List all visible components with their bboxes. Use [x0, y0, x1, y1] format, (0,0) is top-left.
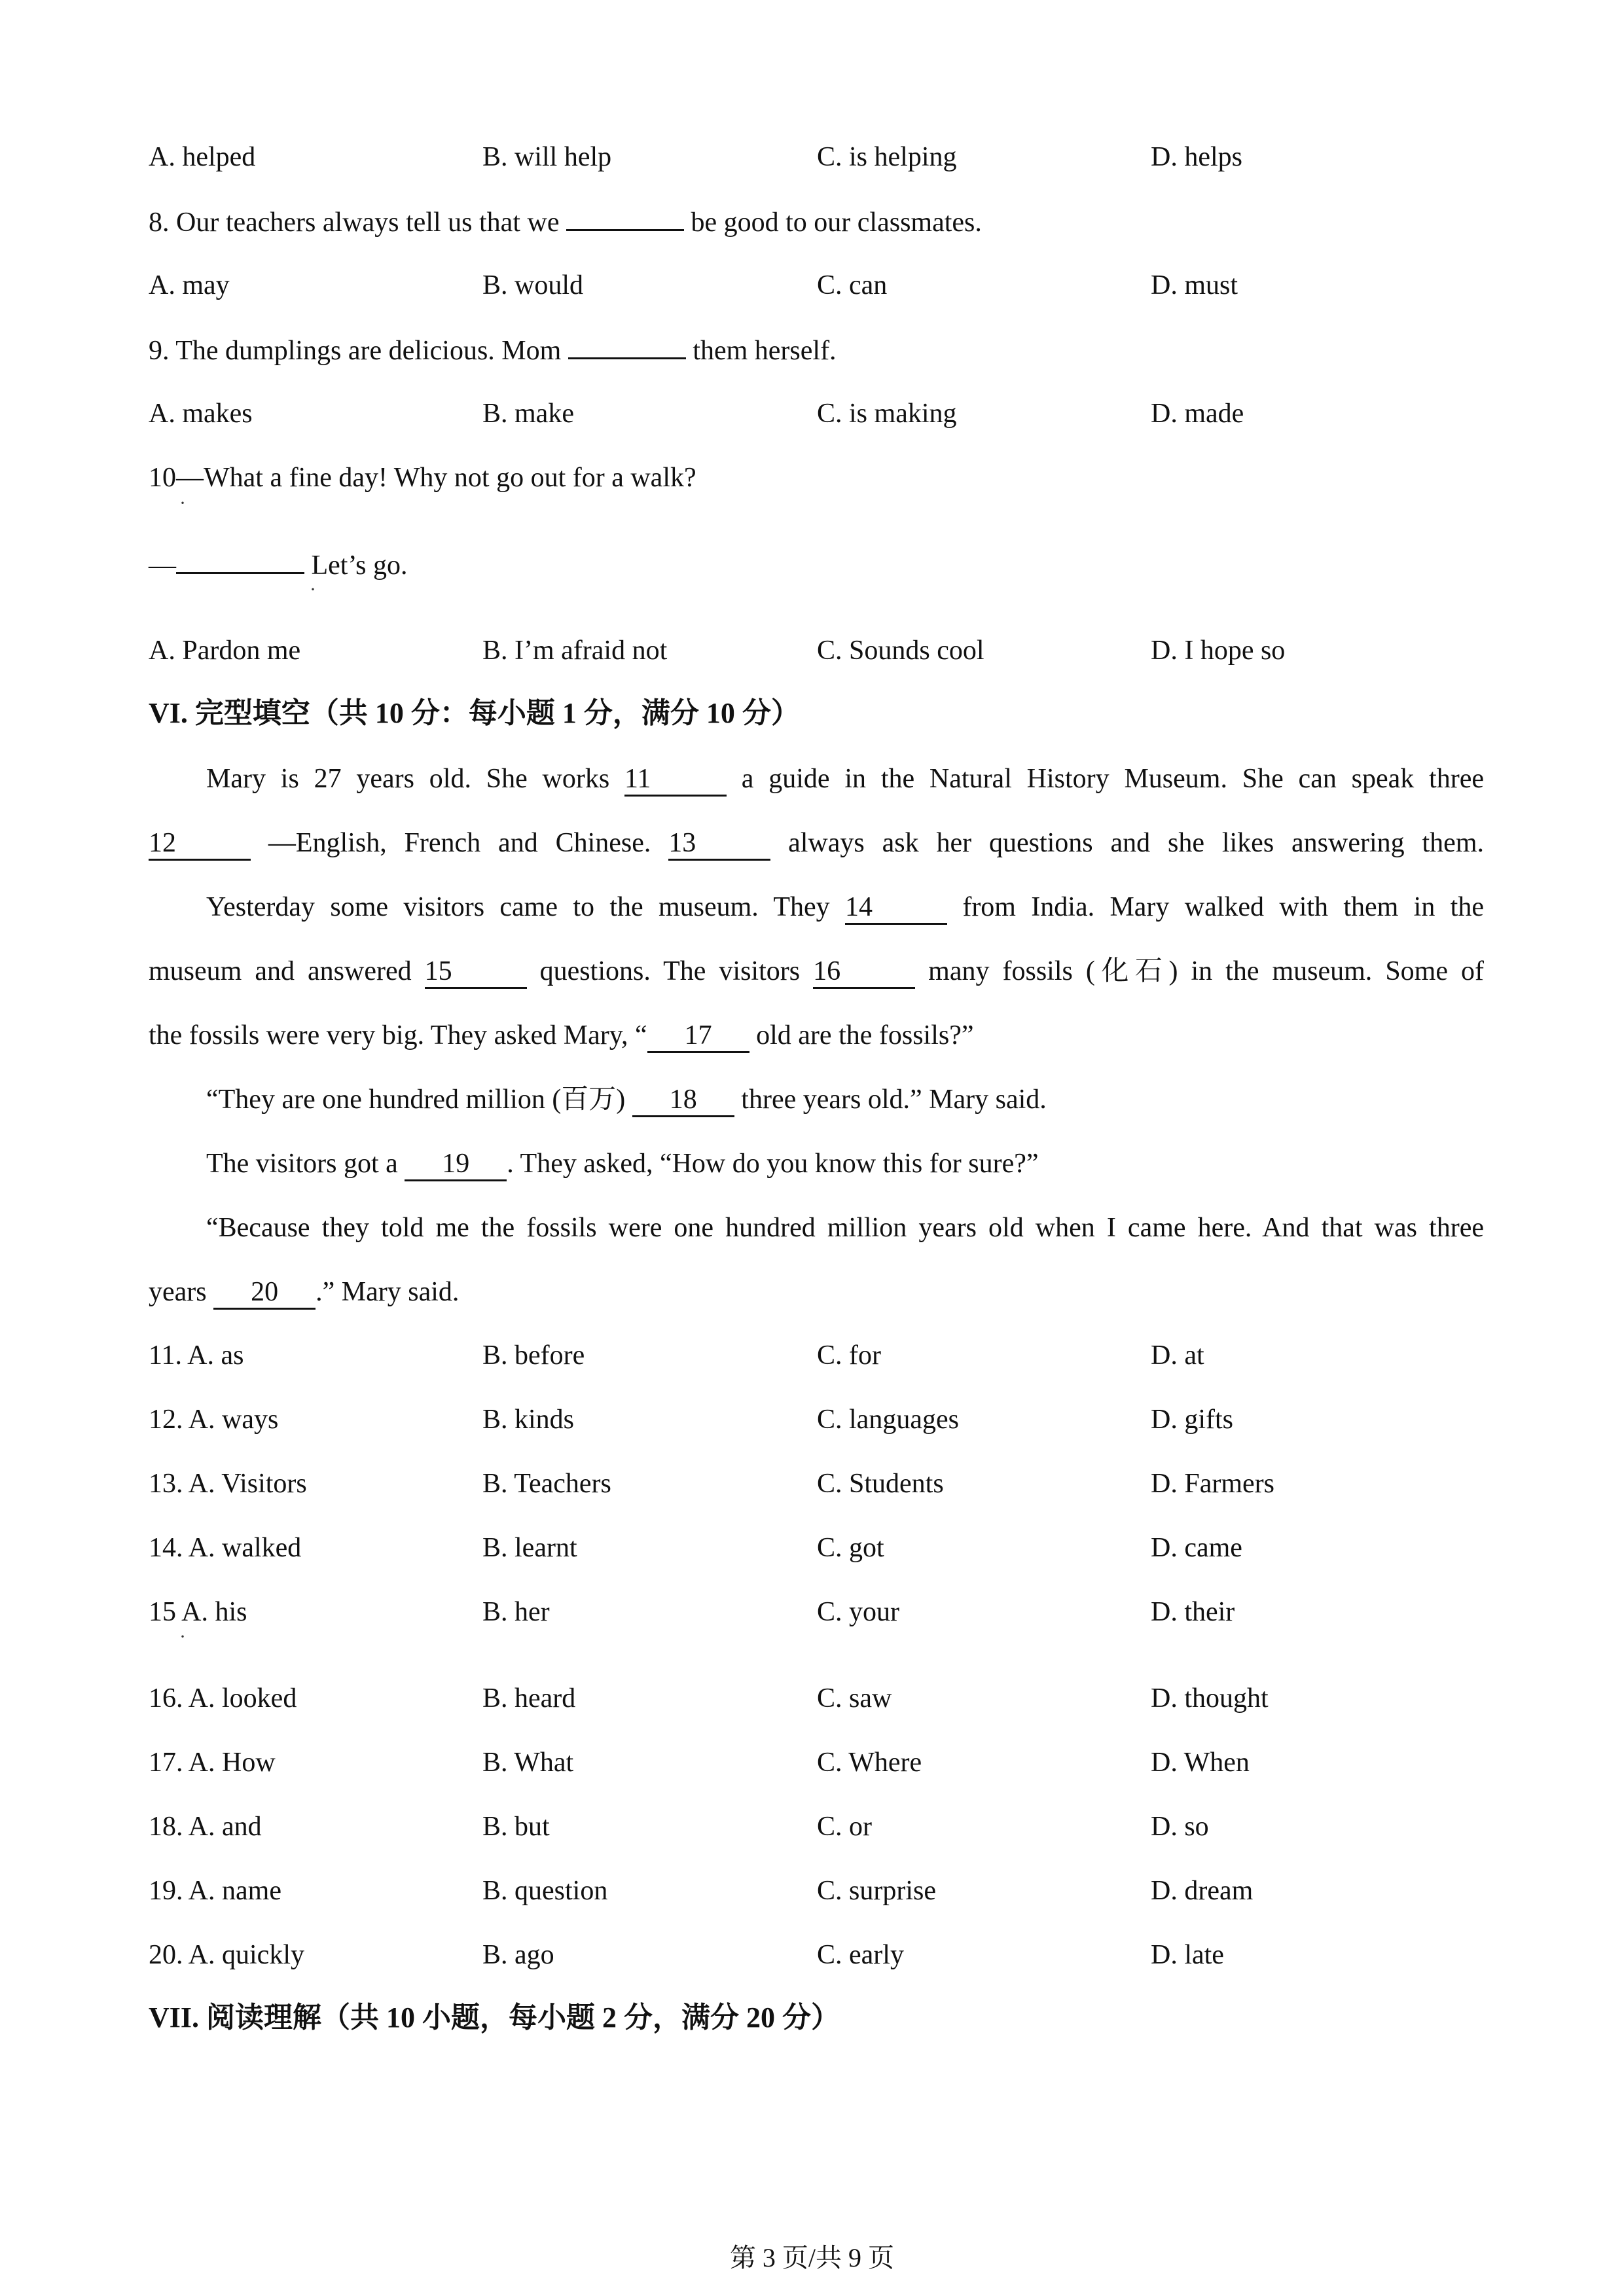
cloze-text: a guide in the Natural History Museum. She can speak three [727, 764, 1484, 794]
cloze-line-8-text: “Because they told me the fossils were one hundred million years old when I came here. And that was three [206, 1213, 1484, 1243]
q9-option-a[interactable]: A. makes [149, 399, 253, 429]
q15-option-c[interactable]: C. your [817, 1597, 899, 1627]
q9-option-d[interactable]: D. made [1151, 399, 1244, 429]
q19-option-a[interactable]: 19. A. name [149, 1876, 281, 1906]
q10-number: 10 [149, 463, 176, 493]
cloze-text: years [149, 1277, 214, 1307]
q9-text-before: 9. The dumplings are delicious. Mom [149, 336, 568, 366]
cloze-line-3-text [206, 889, 1484, 925]
q8-text-before: 8. Our teachers always tell us that we [149, 207, 566, 238]
q10-question [149, 459, 696, 496]
cloze-line-8 [149, 1210, 1484, 1246]
q18-option-a[interactable]: 18. A. and [149, 1812, 262, 1842]
cloze-text: The visitors got a [206, 1149, 405, 1179]
q10-option-c[interactable]: C. Sounds cool [817, 636, 984, 666]
q10-answer [149, 546, 407, 584]
cloze-blank-15[interactable]: 15 [425, 956, 527, 989]
cloze-line-2 [149, 825, 1484, 861]
cloze-line-1 [149, 761, 1484, 797]
q18-option-c[interactable]: C. or [817, 1812, 872, 1842]
q9-blank[interactable] [568, 331, 686, 359]
q7-option-a[interactable]: A. helped [149, 142, 256, 172]
section-7-heading: VII. 阅读理解（共 10 小题，每小题 2 分，满分 20 分） [149, 2001, 840, 2034]
cloze-text: “They are one hundred million (百万) [206, 1085, 632, 1115]
cloze-blank-11[interactable]: 11 [624, 763, 727, 797]
cloze-line-4 [149, 953, 1484, 990]
q7-option-c[interactable]: C. is helping [817, 142, 957, 172]
cloze-text: always ask her questions and she likes answering them. [770, 828, 1484, 858]
q13-option-b[interactable]: B. Teachers [482, 1469, 611, 1499]
cloze-text: many fossils (化石) in the museum. Some of [915, 956, 1485, 986]
cloze-blank-20[interactable]: 20 [213, 1276, 316, 1310]
q15-option-b[interactable]: B. her [482, 1597, 550, 1627]
q14-option-a[interactable]: 14. A. walked [149, 1533, 302, 1563]
q16-option-a[interactable]: 16. A. looked [149, 1683, 297, 1713]
q8-text-after: be good to our classmates. [683, 207, 982, 238]
q10-dot-mark: · [179, 492, 186, 514]
q16-option-b[interactable]: B. heard [482, 1683, 576, 1713]
cloze-text: museum and answered [149, 956, 425, 986]
q15-option-d[interactable]: D. their [1151, 1597, 1235, 1627]
cloze-blank-14[interactable]: 14 [845, 891, 947, 925]
q17-option-a[interactable]: 17. A. How [149, 1748, 276, 1778]
q10-answer-dot-mark: · [310, 579, 316, 600]
q8-option-d[interactable]: D. must [1151, 270, 1238, 300]
q16-option-c[interactable]: C. saw [817, 1683, 892, 1713]
q11-option-c[interactable]: C. for [817, 1340, 881, 1371]
q16-option-d[interactable]: D. thought [1151, 1683, 1269, 1713]
page-number-footer: 第 3 页/共 9 页 [729, 2243, 895, 2272]
q9-option-c[interactable]: C. is making [817, 399, 957, 429]
cloze-line-9 [149, 1274, 1484, 1310]
q11-option-d[interactable]: D. at [1151, 1340, 1204, 1371]
cloze-text: from India. Mary walked with them in the [947, 892, 1484, 922]
q12-option-b[interactable]: B. kinds [482, 1405, 575, 1435]
q12-option-a[interactable]: 12. A. ways [149, 1405, 279, 1435]
cloze-text: three years old.” Mary said. [734, 1085, 1047, 1115]
q10-answer-text: Let’s go. [304, 550, 408, 581]
q8-option-b[interactable]: B. would [482, 270, 584, 300]
cloze-text: Mary is 27 years old. She works [206, 764, 625, 794]
cloze-line-4-text [149, 953, 1484, 990]
q9-option-b[interactable]: B. make [482, 399, 574, 429]
q14-option-c[interactable]: C. got [817, 1533, 884, 1563]
cloze-text: Yesterday some visitors came to the museum. They [206, 892, 845, 922]
cloze-blank-19[interactable]: 19 [405, 1148, 507, 1181]
section-6-heading: VI. 完型填空（共 10 分：每小题 1 分，满分 10 分） [149, 697, 800, 729]
q14-option-b[interactable]: B. learnt [482, 1533, 577, 1563]
cloze-text: old are the fossils?” [749, 1020, 974, 1050]
cloze-line-5 [149, 1017, 1484, 1054]
cloze-line-7 [149, 1145, 1484, 1182]
q8-option-a[interactable]: A. may [149, 270, 230, 300]
q17-option-d[interactable]: D. When [1151, 1748, 1250, 1778]
cloze-line-6 [149, 1081, 1484, 1118]
cloze-blank-18[interactable]: 18 [632, 1084, 734, 1117]
q19-option-d[interactable]: D. dream [1151, 1876, 1254, 1906]
cloze-line-1-text [206, 761, 1484, 797]
q8-question [149, 203, 982, 241]
q8-option-c[interactable]: C. can [817, 270, 888, 300]
q13-option-a[interactable]: 13. A. Visitors [149, 1469, 307, 1499]
q9-question [149, 331, 837, 369]
q18-option-d[interactable]: D. so [1151, 1812, 1209, 1842]
q10-option-b[interactable]: B. I’m afraid not [482, 636, 668, 666]
q20-option-c[interactable]: C. early [817, 1940, 904, 1970]
q20-option-b[interactable]: B. ago [482, 1940, 554, 1970]
q10-option-a[interactable]: A. Pardon me [149, 636, 301, 666]
cloze-blank-12[interactable]: 12 [149, 827, 251, 861]
q15-option-a[interactable]: 15 A. his [149, 1597, 247, 1627]
q18-option-b[interactable]: B. but [482, 1812, 550, 1842]
cloze-text: .” Mary said. [316, 1277, 460, 1307]
q19-option-c[interactable]: C. surprise [817, 1876, 936, 1906]
cloze-text: —English, French and Chinese. [251, 828, 669, 858]
q19-option-b[interactable]: B. question [482, 1876, 608, 1906]
cloze-text: the fossils were very big. They asked Mary, “ [149, 1020, 647, 1050]
q20-option-a[interactable]: 20. A. quickly [149, 1940, 304, 1970]
cloze-text: questions. The visitors [526, 956, 814, 986]
q20-option-d[interactable]: D. late [1151, 1940, 1224, 1970]
q7-option-d[interactable]: D. helps [1151, 142, 1242, 172]
q12-option-d[interactable]: D. gifts [1151, 1405, 1233, 1435]
cloze-blank-13[interactable]: 13 [668, 827, 770, 861]
q17-option-c[interactable]: C. Where [817, 1748, 922, 1778]
cloze-line-2-text [149, 825, 1484, 861]
q11-option-b[interactable]: B. before [482, 1340, 585, 1371]
q10-question-text: —What a fine day! Why not go out for a walk? [176, 463, 696, 493]
q11-option-a[interactable]: 11. A. as [149, 1340, 244, 1371]
q13-option-d[interactable]: D. Farmers [1151, 1469, 1274, 1499]
q10-option-d[interactable]: D. I hope so [1151, 636, 1286, 666]
cloze-line-3 [149, 889, 1484, 925]
q8-blank[interactable] [566, 203, 684, 231]
q9-text-after: them herself. [685, 336, 837, 366]
q15-dot-mark: · [179, 1626, 186, 1647]
q10-answer-dash: — [149, 550, 176, 581]
q14-option-d[interactable]: D. came [1151, 1533, 1242, 1563]
cloze-text: . They asked, “How do you know this for sure?” [507, 1149, 1039, 1179]
cloze-blank-17[interactable]: 17 [647, 1020, 749, 1053]
q12-option-c[interactable]: C. languages [817, 1405, 959, 1435]
q7-option-b[interactable]: B. will help [482, 142, 612, 172]
q10-blank[interactable] [176, 546, 304, 574]
q13-option-c[interactable]: C. Students [817, 1469, 944, 1499]
q17-option-b[interactable]: B. What [482, 1748, 574, 1778]
cloze-blank-16[interactable]: 16 [813, 956, 915, 989]
